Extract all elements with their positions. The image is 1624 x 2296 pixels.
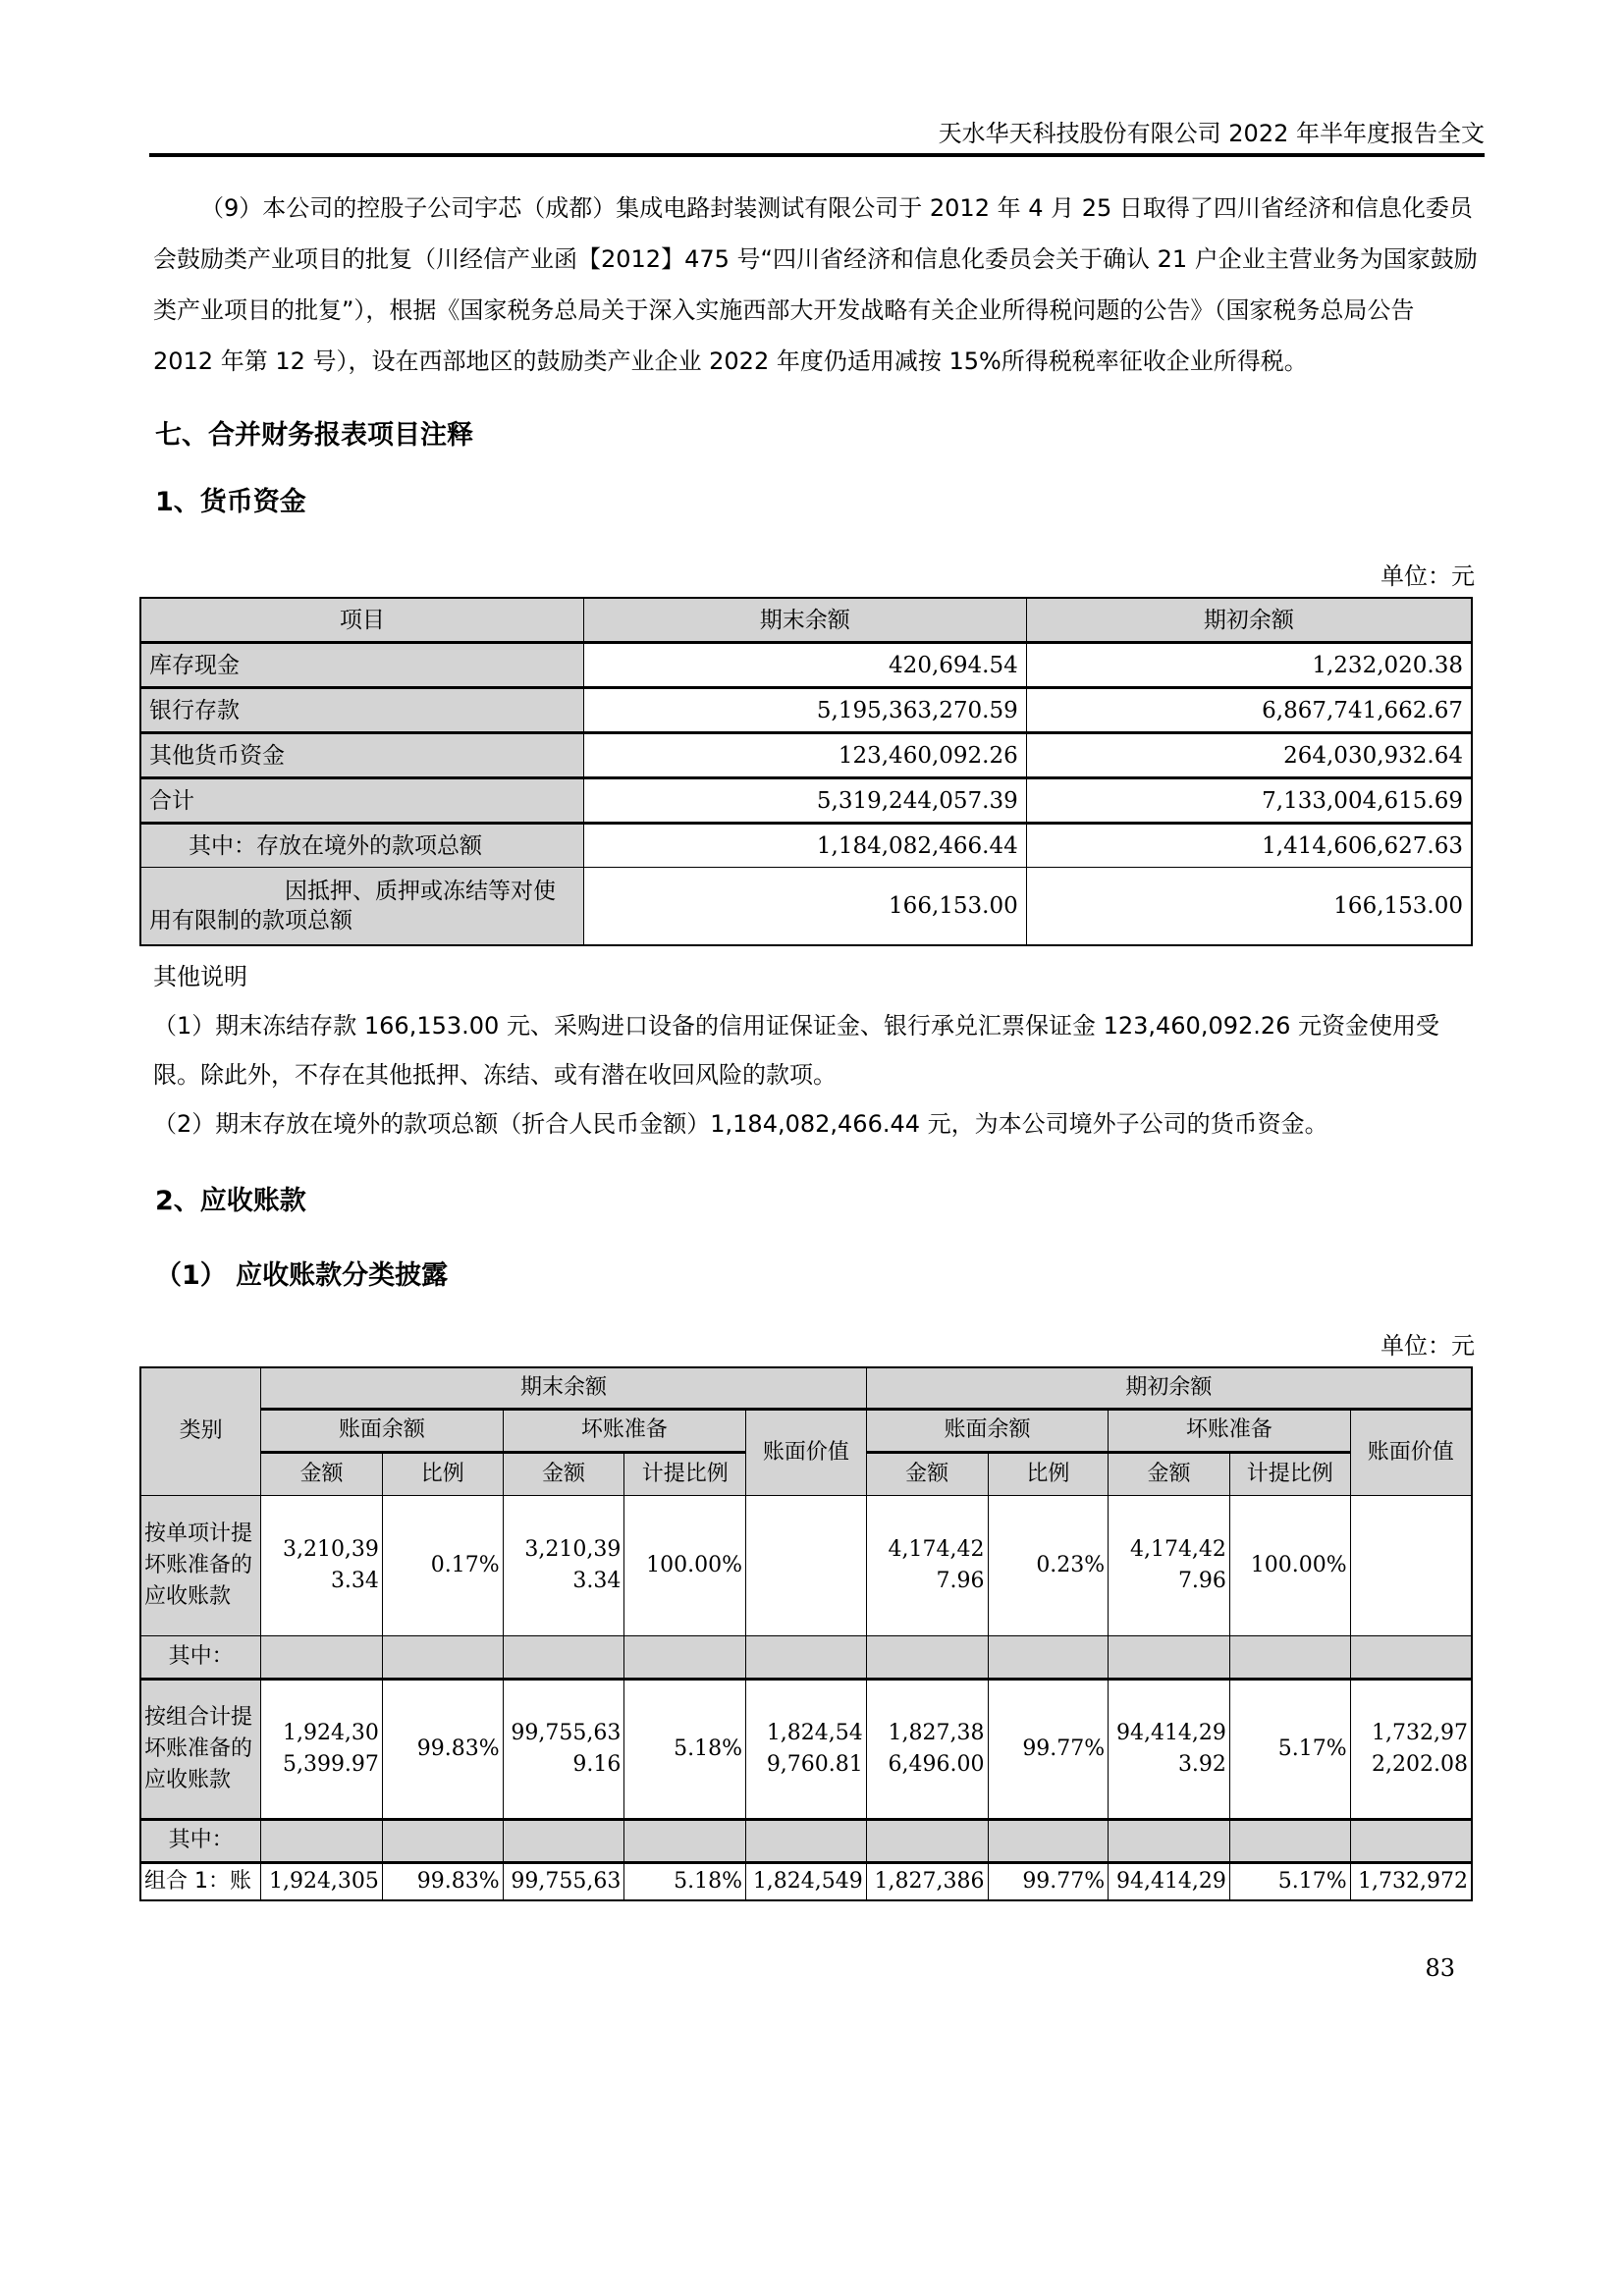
end-book-balance: 账面余额 [261, 1409, 503, 1452]
page-number: 83 [1425, 1953, 1455, 1982]
cash-notes [153, 952, 1481, 1148]
begin-amount: 1,827,386,496.00 [866, 1679, 988, 1819]
col-item: 项目 [140, 598, 583, 643]
end-value: 166,153.00 [583, 868, 1026, 946]
row-label: 银行存款 [140, 688, 583, 733]
begin-amount: 4,174,427.96 [866, 1495, 988, 1635]
begin-ratio: 99.77% [988, 1679, 1109, 1819]
end-amount: 1,924,305 [261, 1862, 383, 1900]
end-bad-amount: 99,755,63 [503, 1862, 624, 1900]
page-header [149, 110, 1485, 157]
begin-book-balance: 账面余额 [866, 1409, 1108, 1452]
row-category: 按单项计提坏账准备的应收账款 [140, 1495, 261, 1635]
begin-provision-ratio-header: 计提比例 [1229, 1452, 1350, 1495]
empty-cell [1229, 1819, 1350, 1862]
end-ratio: 99.83% [382, 1679, 503, 1819]
empty-cell [866, 1635, 988, 1679]
row-label: 库存现金 [140, 643, 583, 688]
tax-policy-paragraph: （9）本公司的控股子公司宇芯（成都）集成电路封装测试有限公司于 2012 年 4 月 25 日取得了四川省经济和信息化委员会鼓励类产业项目的批复（川经信产业函【2012】475 号“四川省经济和信息化委员会关于确认 21 户企业主营业务为国家鼓励类产业项目的批复”），根据《国家税务总局关于深入实施西部大开发战略有关企业所得税问题的公告》（国家税务总局公告 2012 年第 12 号），设在西部地区的鼓励类产业企业 2022 年度仍适用减按 15%所得税税率征收企业所得税。 [153, 194, 1478, 375]
end-provision-ratio-header: 计提比例 [624, 1452, 746, 1495]
empty-cell [624, 1635, 746, 1679]
begin-ratio-header: 比例 [988, 1452, 1109, 1495]
begin-book-value-cell: 1,732,972,202.08 [1350, 1679, 1472, 1819]
begin-bad-amount-header: 金额 [1109, 1452, 1230, 1495]
begin-bad-amount: 4,174,427.96 [1109, 1495, 1230, 1635]
section-heading: 七、合并财务报表项目注释 [155, 420, 473, 451]
empty-cell [746, 1819, 867, 1862]
cash-table-header [140, 598, 1472, 643]
row-category: 其中： [140, 1635, 261, 1679]
row-label: 其中：存放在境外的款项总额 [140, 824, 583, 868]
end-book-value-cell [746, 1495, 867, 1635]
begin-bad-amount: 94,414,293.92 [1109, 1679, 1230, 1819]
begin-bad-amount: 94,414,29 [1109, 1862, 1230, 1900]
end-value: 5,195,363,270.59 [583, 688, 1026, 733]
col-begin-period: 期初余额 [866, 1367, 1472, 1409]
begin-bad-ratio: 100.00% [1229, 1495, 1350, 1635]
table-row-subtotal [140, 1819, 1472, 1862]
table-row [140, 778, 1472, 824]
begin-value: 264,030,932.64 [1026, 733, 1472, 778]
begin-bad-debt: 坏账准备 [1109, 1409, 1350, 1452]
table-row [140, 1679, 1472, 1819]
cash-table [139, 597, 1473, 946]
end-ratio: 99.83% [382, 1862, 503, 1900]
end-book-value-cell: 1,824,549,760.81 [746, 1679, 867, 1819]
begin-value: 6,867,741,662.67 [1026, 688, 1472, 733]
empty-cell [503, 1819, 624, 1862]
begin-ratio: 0.23% [988, 1495, 1109, 1635]
col-end-balance: 期末余额 [583, 598, 1026, 643]
table-row [140, 868, 1472, 946]
empty-cell [746, 1635, 867, 1679]
note-2: （2）期末存放在境外的款项总额（折合人民币金额）1,184,082,466.44 元，为本公司境外子公司的货币资金。 [153, 1110, 1328, 1138]
cash-heading: 1、货币资金 [155, 487, 306, 517]
end-bad-ratio: 5.18% [624, 1862, 746, 1900]
end-value: 123,460,092.26 [583, 733, 1026, 778]
end-amount: 3,210,393.34 [261, 1495, 383, 1635]
header-row-1 [140, 1367, 1472, 1409]
row-category: 按组合计提坏账准备的应收账款 [140, 1679, 261, 1819]
header-row-2 [140, 1409, 1472, 1452]
receivables-unit-label: 单位：元 [1380, 1332, 1475, 1360]
empty-cell [1350, 1819, 1472, 1862]
begin-value: 166,153.00 [1026, 868, 1472, 946]
receivables-table [139, 1366, 1473, 1901]
empty-cell [1109, 1819, 1230, 1862]
receivables-subheading: （1） 应收账款分类披露 [155, 1260, 449, 1291]
receivables-heading: 2、应收账款 [155, 1186, 306, 1216]
empty-cell [988, 1819, 1109, 1862]
note-1: （1）期末冻结存款 166,153.00 元、采购进口设备的信用证保证金、银行承兑汇票保证金 123,460,092.26 元资金使用受限。除此外，不存在其他抵押、冻结、或有潜在收回风险的款项。 [153, 1012, 1440, 1089]
end-book-value-cell: 1,824,549 [746, 1862, 867, 1900]
empty-cell [624, 1819, 746, 1862]
begin-ratio: 99.77% [988, 1862, 1109, 1900]
row-label: 其他货币资金 [140, 733, 583, 778]
empty-cell [382, 1635, 503, 1679]
begin-value: 7,133,004,615.69 [1026, 778, 1472, 824]
row-label: 合计 [140, 778, 583, 824]
end-bad-ratio: 5.18% [624, 1679, 746, 1819]
empty-cell [1109, 1635, 1230, 1679]
empty-cell [866, 1819, 988, 1862]
end-value: 420,694.54 [583, 643, 1026, 688]
row-label: 因抵押、质押或冻结等对使用有限制的款项总额 [140, 868, 583, 946]
table-row [140, 1862, 1472, 1900]
end-value: 5,319,244,057.39 [583, 778, 1026, 824]
begin-book-value: 账面价值 [1350, 1409, 1472, 1495]
intro-paragraph [153, 183, 1481, 387]
begin-value: 1,414,606,627.63 [1026, 824, 1472, 868]
table-row [140, 733, 1472, 778]
end-bad-amount-header: 金额 [503, 1452, 624, 1495]
end-amount-header: 金额 [261, 1452, 383, 1495]
table-row [140, 688, 1472, 733]
empty-cell [382, 1819, 503, 1862]
end-bad-debt: 坏账准备 [503, 1409, 745, 1452]
table-row [140, 643, 1472, 688]
begin-amount: 1,827,386 [866, 1862, 988, 1900]
end-value: 1,184,082,466.44 [583, 824, 1026, 868]
table-row [140, 1495, 1472, 1635]
end-bad-amount: 99,755,639.16 [503, 1679, 624, 1819]
col-begin-balance: 期初余额 [1026, 598, 1472, 643]
table-row [140, 824, 1472, 868]
empty-cell [1350, 1635, 1472, 1679]
col-end-period: 期末余额 [261, 1367, 867, 1409]
end-book-value: 账面价值 [746, 1409, 867, 1495]
empty-cell [988, 1635, 1109, 1679]
end-ratio-header: 比例 [382, 1452, 503, 1495]
empty-cell [261, 1635, 383, 1679]
begin-value: 1,232,020.38 [1026, 643, 1472, 688]
end-bad-amount: 3,210,393.34 [503, 1495, 624, 1635]
end-ratio: 0.17% [382, 1495, 503, 1635]
begin-book-value-cell [1350, 1495, 1472, 1635]
cash-unit-label: 单位：元 [1380, 562, 1475, 590]
begin-amount-header: 金额 [866, 1452, 988, 1495]
begin-bad-ratio: 5.17% [1229, 1679, 1350, 1819]
row-category: 其中： [140, 1819, 261, 1862]
report-title: 天水华天科技股份有限公司 2022 年半年度报告全文 [938, 120, 1485, 147]
empty-cell [503, 1635, 624, 1679]
begin-bad-ratio: 5.17% [1229, 1862, 1350, 1900]
col-category: 类别 [140, 1367, 261, 1495]
empty-cell [1229, 1635, 1350, 1679]
end-amount: 1,924,305,399.97 [261, 1679, 383, 1819]
begin-book-value-cell: 1,732,972 [1350, 1862, 1472, 1900]
table-row-subtotal [140, 1635, 1472, 1679]
row-category: 组合 1：账 [140, 1862, 261, 1900]
end-bad-ratio: 100.00% [624, 1495, 746, 1635]
notes-title: 其他说明 [153, 963, 247, 990]
empty-cell [261, 1819, 383, 1862]
